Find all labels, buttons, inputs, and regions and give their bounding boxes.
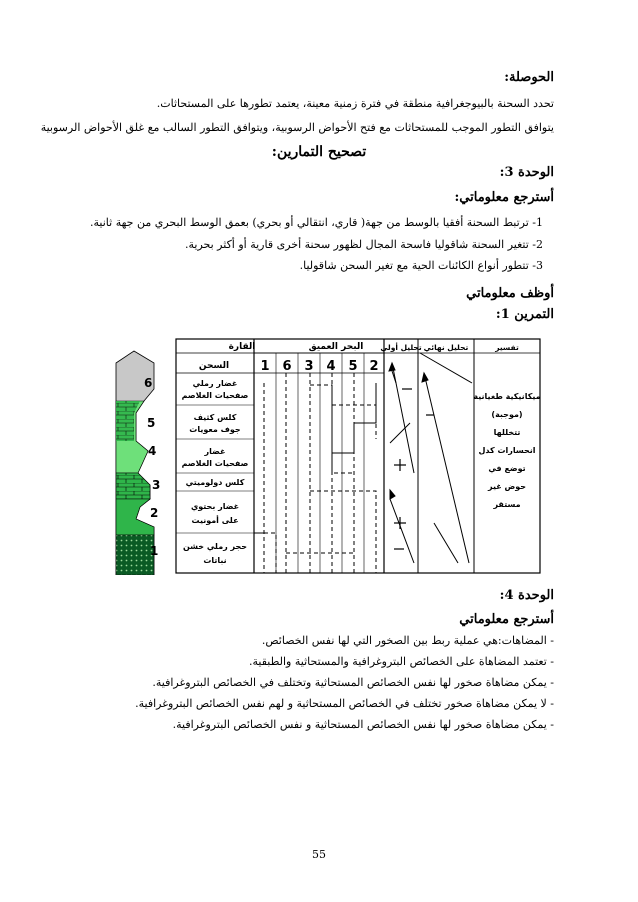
summary-line-1: تحدد السحنة بالبيوجغرافية منطقة في فترة زمنية معينة، يعتمد تطورها على المستحاثات. [156,97,554,110]
unit4-recall-title: أسترجع معلوماتي [459,612,554,627]
column-number-6: 6 [282,359,292,374]
interpretation-line-1: ميكانيكية طغيانية [473,392,541,401]
facies-6-line-2: صفحيات الغلاصم [181,391,249,400]
header-final-analysis: تحليل نهائي [423,343,469,352]
unit4-item-5: - يمكن مضاهاة صخور لها نفس الخصائص المستحاثية و نفس الخصائص البتروغرافية. [172,718,554,731]
layer-1-number: 1 [150,544,159,558]
header-initial-analysis: تحليل أولي [380,343,422,352]
unit3-item-3: 3- تتطور أنواع الكائنات الحية مع تغير السحن شاقوليا. [299,259,543,272]
summary-title: الحوصلة: [504,70,554,85]
unit4-title: الوحدة 4: [499,588,554,603]
facies-3-line-1: كلس دولوميتي [185,478,245,487]
layer-3-number: 3 [152,478,161,492]
interpretation-line-7: مستقر [493,500,521,509]
header-deep-sea: البحر العميق [308,342,364,352]
column-number-1: 1 [260,359,270,374]
unit4-item-3: - يمكن مضاهاة صخور لها نفس الخصائص المستحاثية وتختلف في الخصائص البتروغرافية. [152,676,554,689]
unit4-item-1: - المضاهات:هي عملية ربط بين الصخور التي لها نفس الخصائص. [261,634,554,647]
facies-6-line-1: غضار رملي [192,379,238,388]
correction-title: تصحيح التمارين: [271,144,367,160]
lithology-column [116,351,160,575]
layer-4-number: 4 [148,444,157,458]
facies-1-line-1: حجر رملي خشن [182,542,248,551]
layer-2-number: 2 [150,506,159,520]
unit4-item-4: - لا يمكن مضاهاة صخور تختلف في الخصائص المستحاثية و لهم نفس الخصائص البتروغرافية. [135,697,554,710]
unit3-item-1: 1- ترتبط السحنة أفقيا بالوسط من جهة( قاري، انتقالي أو بحري) بعمق الوسط البحري من جهة ثانية. [90,216,543,229]
interpretation-line-2: (موجبة) [491,410,523,419]
layer-5-number: 5 [147,416,156,430]
interpretation-line-3: تتخللها [493,428,521,437]
summary-line-2: يتوافق التطور الموجب للمستحاثات مع فتح الأحواض الرسوبية، ويتوافق التطور السالب مع غلق الأحواض الرسوبية [40,121,554,134]
page-number: 55 [312,848,326,861]
layer-6-number: 6 [144,376,153,390]
column-number-4: 4 [326,359,336,374]
interpretation-line-6: حوض غير [487,482,527,491]
header-continent: القارة [228,342,256,352]
unit3-item-2: 2- تتغير السحنة شاقوليا فاسحة المجال لظهور سحنة أخرى قارية أو أكثر بحرية. [185,238,543,251]
facies-1-line-2: نباتات [203,556,227,565]
facies-4-line-2: صفحيات الغلاصم [181,459,249,468]
column-number-3: 3 [304,359,314,374]
header-facies: السحن [198,361,230,371]
facies-4-line-1: غضار [204,447,226,456]
stratigraphic-figure [114,323,542,575]
column-number-5: 5 [348,359,358,374]
facies-2-line-1: غضار بحتوي [190,502,240,511]
facies-5-line-1: كلس كثيف [193,413,237,422]
facies-2-line-2: على أمونيت [191,516,239,525]
facies-5-line-2: جوف معويات [189,425,241,434]
column-number-2: 2 [369,359,379,374]
unit3-title: الوحدة 3: [499,165,554,180]
unit3-recall-title: أسترجع معلوماتي: [454,190,554,205]
interpretation-line-4: انحسارات كدل [478,446,536,455]
unit4-item-2: - تعتمد المضاهاة على الخصائص البتروغرافية والمستحاثية والطبقية. [249,655,554,668]
unit3-apply-title: أوظف معلوماتي [466,286,554,301]
interpretation-line-5: توضع في [488,464,526,473]
exercise-1-title: التمرين 1: [495,307,554,322]
header-interpretation: تفسير [495,343,519,352]
